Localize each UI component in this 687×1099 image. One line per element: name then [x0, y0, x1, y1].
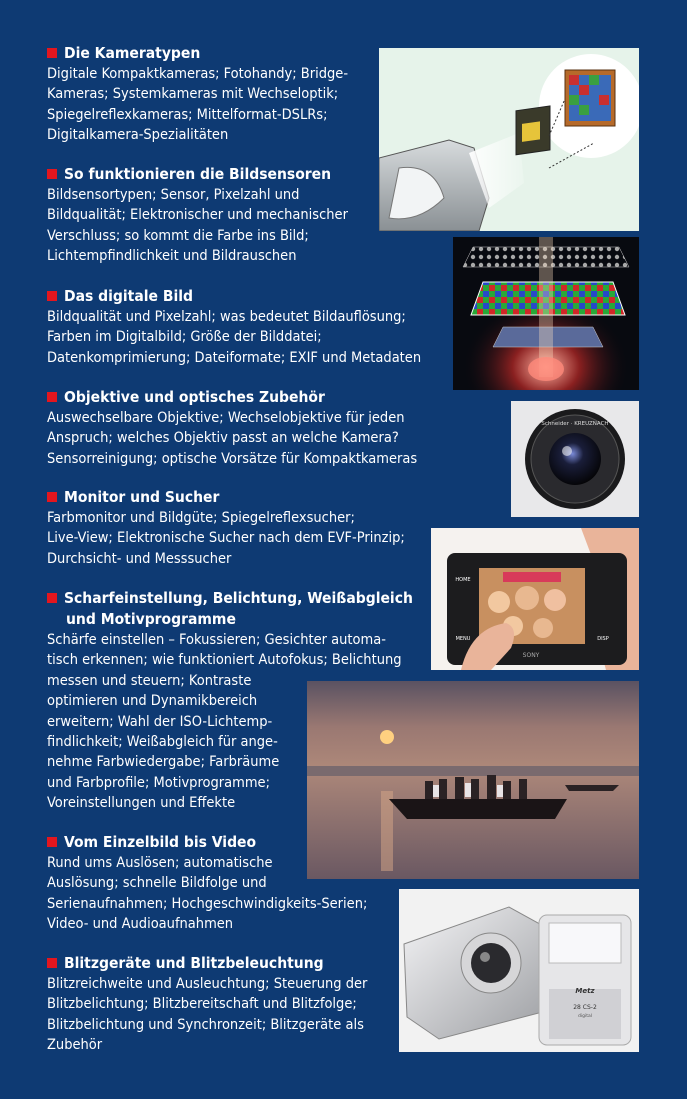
- body-line: Sensorreinigung; optische Vorsätze für Kompaktkameras: [47, 450, 418, 467]
- red-square-bullet-icon: [47, 593, 57, 603]
- section-monitor-sucher: [47, 487, 405, 569]
- camera-lens-photo: [511, 401, 639, 517]
- body-line: erweitern; Wahl der ISO-Lichtemp-: [47, 713, 273, 730]
- body-line: Bildsensortypen; Sensor, Pixelzahl und: [47, 187, 300, 203]
- body-line: Rund ums Auslösen; automatische: [47, 855, 273, 871]
- body-line: Kameras; Systemkameras mit Wechseloptik;: [47, 86, 339, 103]
- section-objektive: [47, 387, 417, 469]
- body-line: und Farbprofile; Motivprogramme;: [47, 774, 270, 791]
- body-line: Live-View; Elektronische Sucher nach dem EVF-Prinzip;: [47, 530, 405, 547]
- body-line: findlichkeit; Weißabgleich für ange-: [47, 734, 278, 751]
- camera-flash-photo: [399, 889, 639, 1052]
- red-square-bullet-icon: [47, 958, 57, 968]
- camera-cutaway-illustration: [379, 48, 639, 231]
- camera-monitor-photo: [431, 528, 639, 670]
- body-line: Voreinstellungen und Effekte: [47, 795, 236, 812]
- section-heading: Scharfeinstellung, Belichtung, Weißabgleich und Motivprogramme: [47, 588, 413, 630]
- flash-sub-label: digital: [578, 1014, 592, 1019]
- body-line: Spiegelreflexkameras; Mittelformat-DSLRs;: [47, 106, 328, 123]
- section-kameratypen: [47, 43, 348, 146]
- body-line: optimieren und Dynamikbereich: [47, 693, 258, 710]
- section-heading: Blitzgeräte und Blitzbeleuchtung: [47, 953, 367, 974]
- body-line: Video- und Audioaufnahmen: [47, 916, 234, 933]
- red-square-bullet-icon: [47, 837, 57, 847]
- body-line: Lichtempfindlichkeit und Bildrauschen: [47, 248, 297, 265]
- camera-brand-label: SONY: [522, 652, 540, 659]
- sensor-layers-illustration: [453, 237, 639, 390]
- body-line: Farbmonitor und Bildgüte; Spiegelreflexsucher;: [47, 510, 355, 526]
- screen-disp-label: DISP: [597, 636, 609, 642]
- body-line: Blitzbelichtung und Synchronzeit; Blitzgeräte als: [47, 1016, 364, 1033]
- body-line: tisch erkennen; wie funktioniert Autofokus; Belichtung: [47, 652, 402, 669]
- body-line: Schärfe einstellen – Fokussieren; Gesichter automa-: [47, 632, 386, 648]
- section-digitales-bild: [47, 286, 421, 368]
- section-heading: Das digitale Bild: [47, 286, 421, 307]
- section-heading: Die Kameratypen: [47, 43, 348, 64]
- body-line: Auslösung; schnelle Bildfolge und: [47, 875, 267, 892]
- body-line: Digitalkamera-Spezialitäten: [47, 127, 229, 144]
- body-line: Blitzreichweite und Ausleuchtung; Steuerung der: [47, 976, 368, 992]
- red-square-bullet-icon: [47, 492, 57, 502]
- body-line: Durchsicht- und Messsucher: [47, 550, 232, 567]
- section-blitzgeraete: [47, 953, 367, 1056]
- body-line: Bildqualität; Elektronischer und mechanischer: [47, 207, 348, 224]
- body-line: Auswechselbare Objektive; Wechselobjektive für jeden: [47, 410, 405, 426]
- flash-model-label: 28 CS-2: [573, 1004, 597, 1011]
- section-heading: Monitor und Sucher: [47, 487, 405, 508]
- flash-brand-label: Metz: [575, 987, 595, 995]
- body-line: Anspruch; welches Objektiv passt an welche Kamera?: [47, 430, 399, 447]
- body-line: messen und steuern; Kontraste: [47, 672, 252, 689]
- section-heading: Vom Einzelbild bis Video: [47, 832, 367, 853]
- screen-menu-label: MENU: [455, 636, 471, 642]
- lens-brand-label: Schneider · KREUZNACH: [541, 421, 609, 427]
- section-heading: Objektive und optisches Zubehör: [47, 387, 417, 408]
- screen-home-label: HOME: [455, 577, 471, 583]
- body-line: Blitzbelichtung; Blitzbereitschaft und Blitzfolge;: [47, 996, 357, 1013]
- red-square-bullet-icon: [47, 169, 57, 179]
- red-square-bullet-icon: [47, 291, 57, 301]
- section-heading: So funktionieren die Bildsensoren: [47, 164, 348, 185]
- red-square-bullet-icon: [47, 392, 57, 402]
- body-line: Zubehör: [47, 1037, 103, 1054]
- body-line: Verschluss; so kommt die Farbe ins Bild;: [47, 227, 309, 244]
- body-line: Bildqualität und Pixelzahl; was bedeutet Bildauflösung;: [47, 309, 406, 325]
- body-line: Farben im Digitalbild; Größe der Bilddatei;: [47, 329, 322, 346]
- body-line: Digitale Kompaktkameras; Fotohandy; Bridge-: [47, 66, 349, 82]
- body-line: nehme Farbwiedergabe; Farbräume: [47, 754, 280, 771]
- red-square-bullet-icon: [47, 48, 57, 58]
- body-line: Datenkomprimierung; Dateiformate; EXIF und Metadaten: [47, 349, 422, 366]
- sunset-boat-photo: [307, 681, 639, 879]
- section-bildsensoren: [47, 164, 348, 267]
- body-line: Serienaufnahmen; Hochgeschwindigkeits-Serien;: [47, 895, 368, 912]
